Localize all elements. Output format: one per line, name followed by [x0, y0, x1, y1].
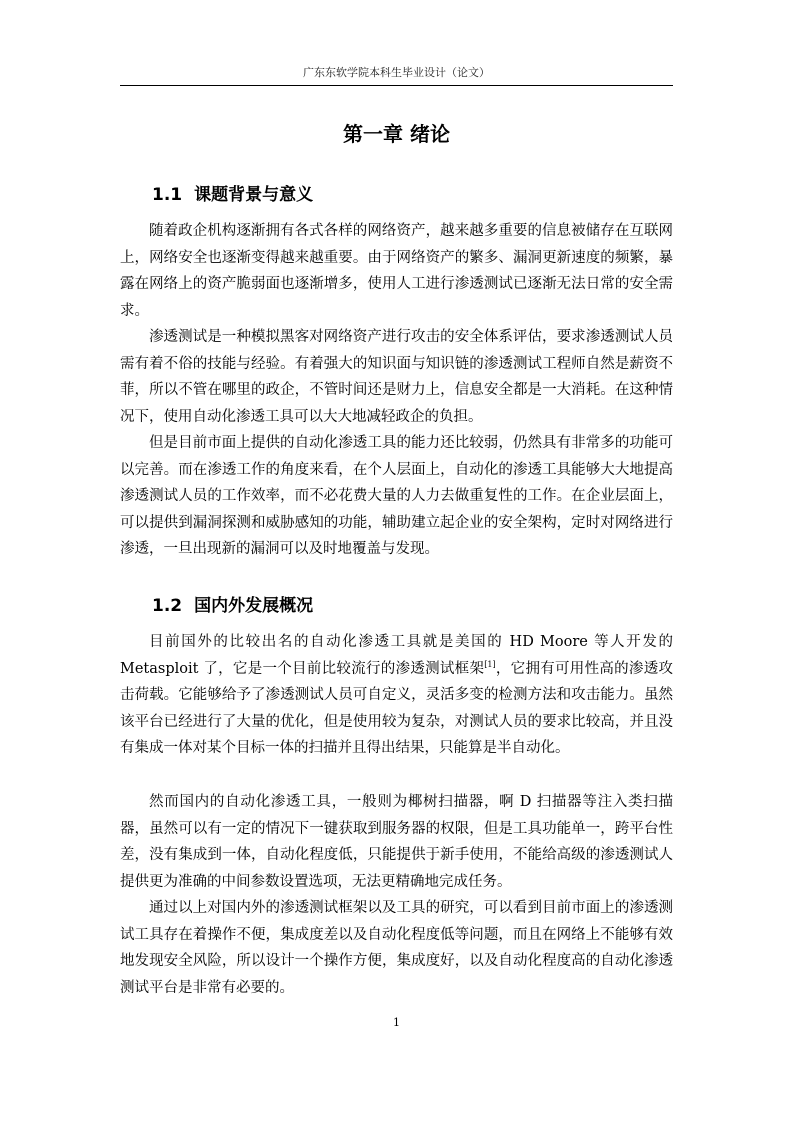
paragraph: 随着政企机构逐渐拥有各式各样的网络资产，越来越多重要的信息被储存在互联网上，网络安全也逐渐变得越来越重要。由于网络资产的繁多、漏洞更新速度的频繁，暴露在网络上的资产脆弱面也逐渐增多，使用人工进行渗透测试已逐渐无法日常的安全需求。	[120, 223, 673, 319]
chapter-title: 第一章 绪论	[343, 122, 450, 146]
section-title-1-2	[152, 594, 313, 618]
running-header: 广东东软学院本科生毕业设计（论文）	[303, 66, 490, 79]
page-number: 1	[393, 1016, 400, 1029]
section-title-1-1	[152, 183, 313, 207]
paragraph-text: ，它拥有可用性高的渗透攻击荷载。它能够给予了渗透测试人员可自定义，灵活多变的检测方法和攻击能力。虽然该平台已经进行了大量的优化，但是使用较为复杂，对测试人员的要求比较高，并且没有集成一体对某个目标一体的扫描并且得出结果，只能算是半自动化。	[120, 660, 674, 756]
section-number: 1.2	[152, 596, 183, 616]
paragraph-text: 目前国外的比较出名的自动化渗透工具就是美国的 HD Moore 等人开发的 Metasploit 了，它是一个目前比较流行的渗透测试框架	[120, 634, 673, 677]
paragraph: 通过以上对国内外的渗透测试框架以及工具的研究，可以看到目前市面上的渗透测试工具存在着操作不便，集成度差以及自动化程度低等问题，而且在网络上不能够有效地发现安全风险，所以设计一个操作方便，集成度好，以及自动化程度高的自动化渗透测试平台是非常有必要的。	[120, 900, 673, 996]
section-number: 1.1	[152, 185, 183, 205]
paragraph: 渗透测试是一种模拟黑客对网络资产进行攻击的安全体系评估，要求渗透测试人员需有着不俗的技能与经验。有着强大的知识面与知识链的渗透测试工程师自然是薪资不菲，所以不管在哪里的政企，不管时间还是财力上，信息安全都是一大消耗。在这种情况下，使用自动化渗透工具可以大大地减轻政企的负担。	[120, 329, 673, 425]
paragraph	[120, 629, 673, 762]
section-heading: 课题背景与意义	[194, 185, 314, 205]
citation-ref: [1]	[484, 659, 496, 669]
paragraph: 然而国内的自动化渗透工具，一般则为椰树扫描器，啊 D 扫描器等注入类扫描器，虽然可以有一定的情况下一键获取到服务器的权限，但是工具功能单一，跨平台性差，没有集成到一体，自动化程度低，只能提供于新手使用，不能给高级的渗透测试人提供更为准确的中间参数设置选项，无法更精确地完成任务。	[120, 794, 673, 890]
header-rule	[120, 85, 673, 86]
paragraph: 但是目前市面上提供的自动化渗透工具的能力还比较弱，仍然具有非常多的功能可以完善。而在渗透工作的角度来看，在个人层面上，自动化的渗透工具能够大大地提高渗透测试人员的工作效率，而不必花费大量的人力去做重复性的工作。在企业层面上，可以提供到漏洞探测和威胁感知的功能，辅助建立起企业的安全架构，定时对网络进行渗透，一旦出现新的漏洞可以及时地覆盖与发现。	[120, 435, 673, 557]
section-heading: 国内外发展概况	[194, 596, 314, 616]
